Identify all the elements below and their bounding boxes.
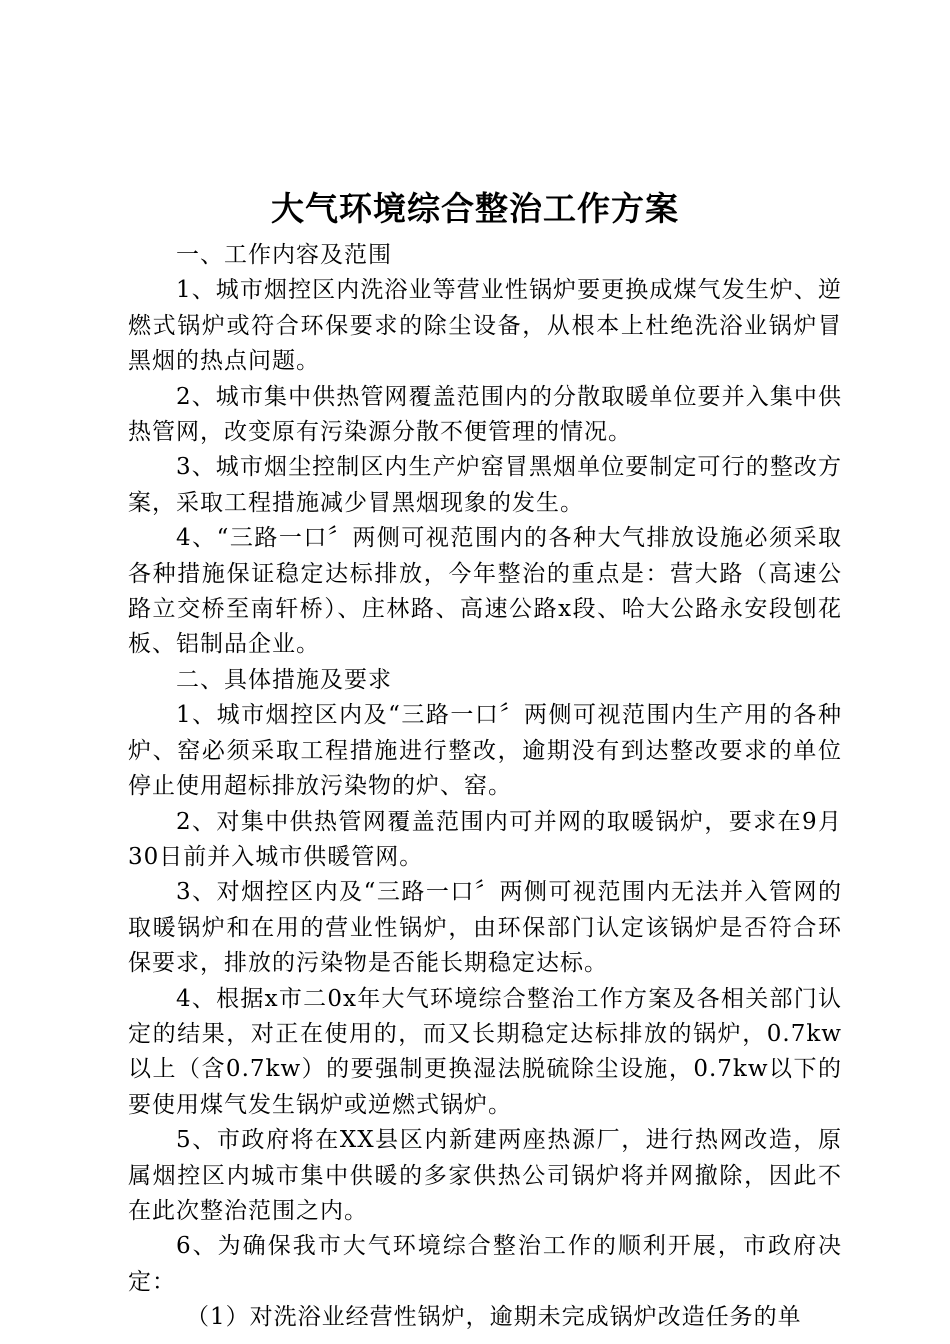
paragraph: 4、“三路一口〞两侧可视范围内的各种大气排放设施必须采取各种措施保证稳定达标排放，今年整治的重点是：营大路（高速公路立交桥至南轩桥）、庄林路、高速公路x段、哈大公路永安段刨花板、铝制品企业。 [128, 525, 842, 658]
paragraph: 2、城市集中供热管网覆盖范围内的分散取暖单位要并入集中供热管网，改变原有污染源分散不便管理的情况。 [128, 383, 842, 446]
paragraph: 4、根据x市二0x年大气环境综合整治工作方案及各相关部门认定的结果，对正在使用的，而又长期稳定达标排放的锅炉，0.7kw以上（含0.7kw）的要强制更换湿法脱硫除尘设施，0.7kw以下的要使用煤气发生锅炉或逆燃式锅炉。 [128, 985, 842, 1118]
section-heading: 二、具体措施及要求 [176, 666, 392, 693]
paragraph: 1、城市烟控区内及“三路一口〞两侧可视范围内生产用的各种炉、窑必须采取工程措施进行整改，逾期没有到达整改要求的单位停止使用超标排放污染物的炉、窑。 [128, 702, 842, 800]
document-body [128, 238, 842, 1336]
document-title: 大气环境综合整治工作方案 [271, 189, 679, 228]
paragraph: 1、城市烟控区内洗浴业等营业性锅炉要更换成煤气发生炉、逆燃式锅炉或符合环保要求的除尘设备，从根本上杜绝洗浴业锅炉冒黑烟的热点问题。 [128, 277, 842, 375]
paragraph: 6、为确保我市大气环境综合整治工作的顺利开展，市政府决定： [128, 1233, 842, 1295]
paragraph: 3、城市烟尘控制区内生产炉窑冒黑烟单位要制定可行的整改方案，采取工程措施减少冒黑烟现象的发生。 [128, 454, 842, 516]
paragraph: 2、对集中供热管网覆盖范围内可并网的取暖锅炉，要求在9月30日前并入城市供暖管网。 [128, 808, 842, 870]
sub-item: （1）对洗浴业经营性锅炉，逾期未完成锅炉改造任务的单 [186, 1304, 802, 1331]
paragraph: 3、对烟控区内及“三路一口〞两侧可视范围内无法并入管网的取暖锅炉和在用的营业性锅炉，由环保部门认定该锅炉是否符合环保要求，排放的污染物是否能长期稳定达标。 [128, 879, 842, 977]
section-heading: 一、工作内容及范围 [176, 242, 392, 268]
paragraph: 5、市政府将在XX县区内新建两座热源厂，进行热网改造，原属烟控区内城市集中供暖的多家供热公司锅炉将并网撤除，因此不在此次整治范围之内。 [128, 1127, 842, 1224]
